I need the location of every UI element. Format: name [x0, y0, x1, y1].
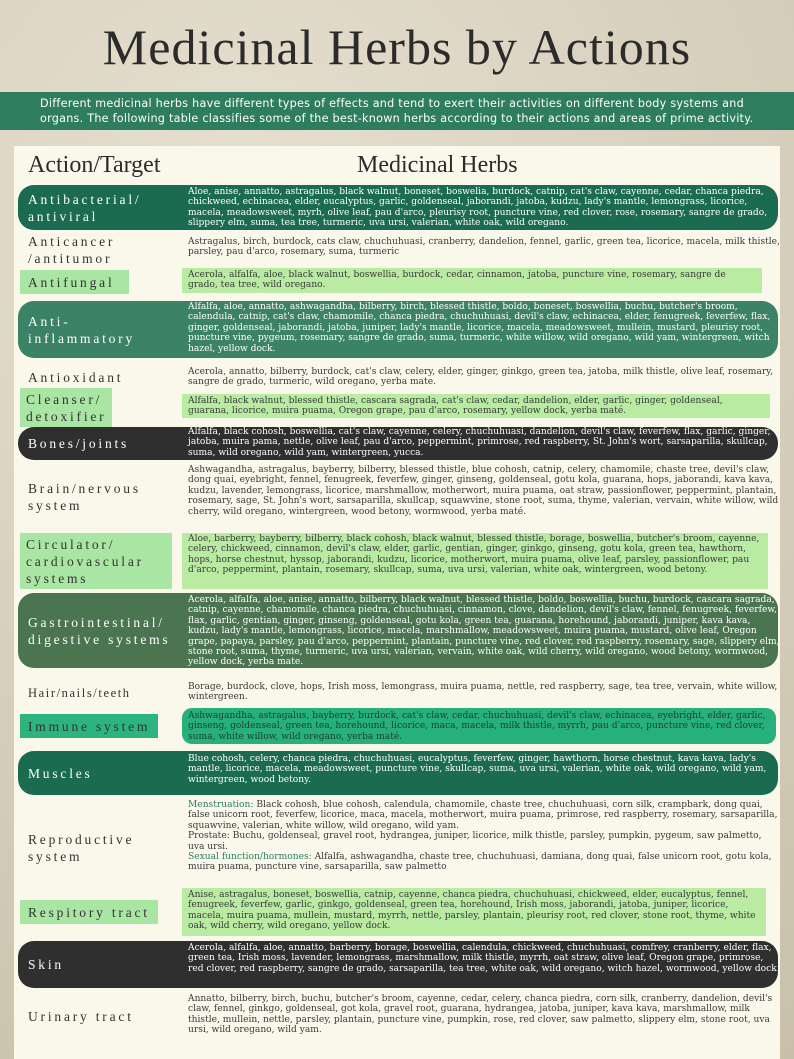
row-immune	[0, 708, 794, 744]
row-action-label-text: Circulator/ cardiovascular systems	[20, 533, 172, 589]
row-herbs: Aloe, anise, annatto, astragalus, black walnut, boneset, boswelia, burdock, catnip, cat's claw, cayenne, cedar, chanca piedra, chickweed, echinacea, elder, eucalyptus, garlic, goldenseal, jaborandi, jatoba, kudzu, lady's mantle, lemongrass, licorice, macela, meadowsweet, myrh, olive leaf, pau d'arco, pleurisy root, puncture vine, red clover, rose, rosemary, sangre de grado, slippery elm, suma, tea tree, turmeric, uva ursi, valerian, white oak, wild oregano.	[188, 187, 768, 229]
column-header-herbs: Medicinal Herbs	[357, 152, 518, 178]
row-herbs: Alfalfa, aloe, annatto, ashwagandha, bilberry, birch, blessed thistle, boldo, boneset, boswellia, buchu, butcher's broom, calendula, catnip, cat's claw, chamomile, chanca piedra, chuchuhuasi, devil's claw, echinacea, elder, fenugreek, feverfew, flax, ginger, goldenseal, jaborandi, jatoba, juniper, lady's mantle, licorice, macela, meadowsweet, mullein, mustard, pleurisy root, puncture vine, pygeum, rosemary, sangre de grado, suma, turmeric, white willow, wild oregano, wild yam, wintergreen, witch hazel, yellow dock.	[188, 302, 771, 354]
row-action-label: Bones/joints	[28, 436, 130, 451]
row-action-label: Muscles	[28, 765, 93, 781]
row-respiratory	[0, 888, 794, 936]
reproductive-sexual-function	[188, 852, 780, 873]
row-action-label: Anti- inflammatory	[28, 313, 136, 346]
row-urinary	[0, 994, 794, 1038]
sub-label: Menstruation:	[188, 800, 254, 810]
row-action-label: Hair/nails/teeth	[28, 685, 131, 700]
row-anti-inflammatory	[0, 301, 794, 358]
row-herbs: Astragalus, birch, burdock, cats claw, chuchuhuasi, cranberry, dandelion, fennel, garlic, green tea, licorice, macela, milk thistle, parsley, pau d'arco, rosemary, suma, turmeric	[188, 237, 780, 258]
row-herbs: Acerola, alfalfa, aloe, black walnut, boswellia, burdock, cedar, cinnamon, jatoba, puncture vine, rosemary, sangre de grado, tea tree, wild oregano.	[188, 270, 726, 291]
row-action-label: Skin	[28, 957, 64, 972]
row-antioxidant	[0, 365, 794, 389]
row-herbs: Aloe, barberry, bayberry, bilberry, black cohosh, black walnut, blessed thistle, borage, boswellia, butcher's broom, cayenne, celery, chickweed, cinnamon, devil's claw, elder, garlic, gentian, ginger, ginkgo, ginseng, gotu kola, green tea, hawthorn, hops, horse chestnut, hyssop, jaborandi, kudzu, licorice, motherwort, muira puama, olive leaf, parsley, passionflower, pau d'arco, peppermint, plantain, rosemary, skullcap, suma, uva ursi, valerian, white oak, wintergreen, wood betony.	[188, 534, 760, 576]
row-muscles	[0, 751, 794, 795]
row-herbs: Annatto, bilberry, birch, buchu, butcher's broom, cayenne, cedar, celery, chanca piedra, corn silk, cranberry, dandelion, devil's claw, fennel, ginkgo, goldenseal, got kola, gravel root, guarana, hydrangea, jatoba, juniper, kava kava, marshmallow, milk thistle, mullein, nettle, parsley, plantain, puncture vine, pumpkin, rose, red clover, saw palmetto, slippery elm, stone root, uva ursi, wild oregano, wild yam.	[188, 994, 773, 1036]
row-action-label-text: Respitory tract	[20, 900, 158, 924]
row-action-label: Urinary tract	[28, 1008, 134, 1024]
sub-herbs: Buchu, goldenseal, gravel root, hydrangea, juniper, licorice, milk thistle, parsley, pumpkin, pygeum, saw palmetto, uva ursi.	[188, 831, 762, 852]
row-herbs: Ashwagandha, astragalus, bayberry, bilberry, blessed thistle, blue cohosh, catnip, celery, chamomile, chaste tree, devil's claw, dong quai, eyebright, fennel, fenugreek, feverfew, ginger, ginseng, goldenseal, gotu kola, guarana, hops, jaborandi, kava kava, kudzu, lavender, lemongrass, licorice, marshmallow, motherwort, muira puama, oat straw, passionflower, peppermint, plantain, rosemary, sage, St. John's wort, sarsaparilla, skullcap, squawvine, stone root, suma, thyme, valerian, vervain, white willow, wild cherry, wild oregano, wintergreen, wood betony, wormwood, yerba maté.	[188, 465, 779, 517]
row-herbs: Alfalfa, black cohosh, boswellia, cat's claw, cayenne, celery, chuchuhuasi, dandelion, devil's claw, feverfew, flax, garlic, ginger, jatoba, muira pama, nettle, olive leaf, pau d'arco, peppermint, primrose, red raspberry, St. John's wort, sarsaparilla, skullcap, suma, wild oregano, wild yam, wintergreen, yucca.	[188, 427, 771, 458]
row-herbs: Blue cohosh, celery, chanca piedra, chuchuhuasi, eucalyptus, feverfew, ginger, hawthorn, horse chestnut, kava kava, lady's mantle, licorice, macela, meadowsweet, puncture vine, skullcap, suma, uva ursi, valerian, white oak, wild oregano, wild yam, wintergreen, wood betony.	[188, 754, 767, 785]
row-action-label: Anticancer /antitumor	[28, 234, 116, 266]
row-action-label	[20, 392, 170, 422]
row-brain-nervous	[0, 464, 794, 530]
row-reproductive	[0, 800, 794, 896]
row-herbs: Alfalfa, black walnut, blessed thistle, cascara sagrada, cat's claw, cedar, dandelion, elder, garlic, ginger, goldenseal, guarana, licorice, muira puama, Oregon grape, pau d'arco, rosemary, yellow dock, yerba maté.	[188, 396, 723, 417]
row-action-label	[20, 708, 190, 744]
row-herbs: Ashwagandha, astragalus, bayberry, burdock, cat's claw, cedar, chuchuhuasi, devil's claw, echinacea, eyebright, elder, garlic, ginseng, goldenseal, green tea, horehound, licorice, maca, macela, milk thistle, myrrh, pau d'arco, puncture vine, red clover, suma, white willow, wild oregano, yerba maté.	[188, 711, 766, 742]
sub-herbs: Alfalfa, ashwagandha, chaste tree, chuchuhuasi, damiana, dong quai, false unicorn root, gotu kola, muira puama, puncture vine, sarsaparilla, saw palmetto	[188, 852, 772, 873]
reproductive-prostate	[188, 831, 780, 852]
intro-banner: Different medicinal herbs have different types of effects and tend to exert their activities on different body systems and organs. The following table classifies some of the best-known herbs according to their actions and areas of prime activity.	[0, 92, 794, 130]
sub-herbs: Black cohosh, blue cohosh, calendula, chamomile, chaste tree, chuchuhuasi, corn silk, crampbark, dong quai, false unicorn root, feverfew, licorice, maca, macela, motherwort, muira puama, primrose, red raspberry, rosemary, sarsaparilla, squawvine, valerian, white willow, wild oregano, wild yam.	[188, 800, 778, 831]
row-action-label-text: Immune system	[20, 714, 158, 738]
row-herbs: Acerola, alfalfa, aloe, annatto, barberry, borage, boswellia, calendula, chickweed, chuchuhuasi, comfrey, cranberry, elder, flax, green tea, Irish moss, lavender, lemongrass, marshmallow, milk thistle, myrrh, oat straw, olive leaf, Oregon grape, primrose, red clover, red raspberry, sangre de grado, sarsaparilla, tea tree, white oak, wild oregano, witch hazel, wormwood, yellow dock.	[188, 943, 780, 974]
row-action-label: Antibacterial/ antiviral	[28, 191, 142, 224]
row-herbs: Acerola, alfalfa, aloe, anise, annatto, bilberry, black walnut, blessed thistle, boldo, boswellia, buchu, burdock, cascara sagrada, catnip, cayenne, chamomile, chanca piedra, chuchuhuasi, cinnamon, clove, dandelion, devil's claw, fennel, fenugreek, feverfew, flax, garlic, gentian, ginger, ginseng, goldenseal, gotu kola, green tea, guarana, horehound, jaborandi, juniper, kava kava, kudzu, lady's mantle, lemongrass, licorice, macela, marshmallow, meadowsweet, muira puama, mustard, olive leaf, Oregon grape, papaya, parsley, pau d'arco, peppermint, plantain, puncture vine, red clover, red raspberry, rosemary, sage, slippery elm, stone root, suma, thyme, turmeric, uva ursi, valerian, vervain, white oak, wild cherry, wild oregano, wood betony, wormwood, yellow dock, yerba mate.	[188, 595, 780, 668]
row-skin	[0, 941, 794, 988]
column-header-action: Action/Target	[28, 152, 161, 178]
reproductive-menstruation	[188, 800, 780, 831]
row-action-label-text: Antifungal	[20, 270, 129, 294]
sub-label: Sexual function/hormones:	[188, 852, 312, 863]
row-action-label: Reproductive system	[28, 832, 135, 864]
row-antifungal	[0, 268, 794, 295]
sub-label: Prostate:	[188, 831, 230, 842]
row-anticancer	[0, 234, 794, 266]
row-cleanser	[0, 392, 794, 422]
row-herbs	[188, 800, 780, 873]
row-hair-nails-teeth	[0, 682, 794, 704]
row-antibacterial	[0, 185, 794, 230]
row-action-label: Brain/nervous system	[28, 481, 141, 513]
row-herbs: Borage, burdock, clove, hops, Irish moss, lemongrass, muira puama, nettle, red raspberry, sage, tea tree, vervain, white willow, wintergreen.	[188, 682, 778, 703]
row-action-label-text: Cleanser/ detoxifier	[20, 388, 112, 427]
row-action-label	[20, 533, 180, 589]
row-herbs: Anise, astragalus, boneset, boswellia, catnip, cayenne, chanca piedra, chuchuhuasi, chickweed, elder, eucalyptus, fennel, fenugreek, feverfew, garlic, ginkgo, goldenseal, green tea, horehound, Irish moss, jaborandi, jatoba, juniper, licorice, macela, muira puama, mullein, mustard, myrrh, nettle, parsley, plantain, pleurisy root, red clover, stone root, thyme, white oak, wild cherry, wild oregano, yellow dock.	[188, 890, 756, 932]
row-action-label: Antioxidant	[28, 369, 124, 385]
row-bones-joints	[0, 427, 794, 460]
page-title: Medicinal Herbs by Actions	[102, 19, 692, 75]
row-action-label	[20, 268, 170, 295]
row-action-label: Gastrointestinal/ digestive systems	[28, 614, 171, 647]
row-herbs: Acerola, annatto, bilberry, burdock, cat's claw, celery, elder, ginger, ginkgo, green tea, jatoba, milk thistle, olive leaf, rosemary, sangre de grado, turmeric, wild oregano, yerba mate.	[188, 367, 774, 388]
row-gastrointestinal	[0, 593, 794, 668]
row-action-label	[20, 888, 190, 936]
row-circulatory	[0, 533, 794, 589]
